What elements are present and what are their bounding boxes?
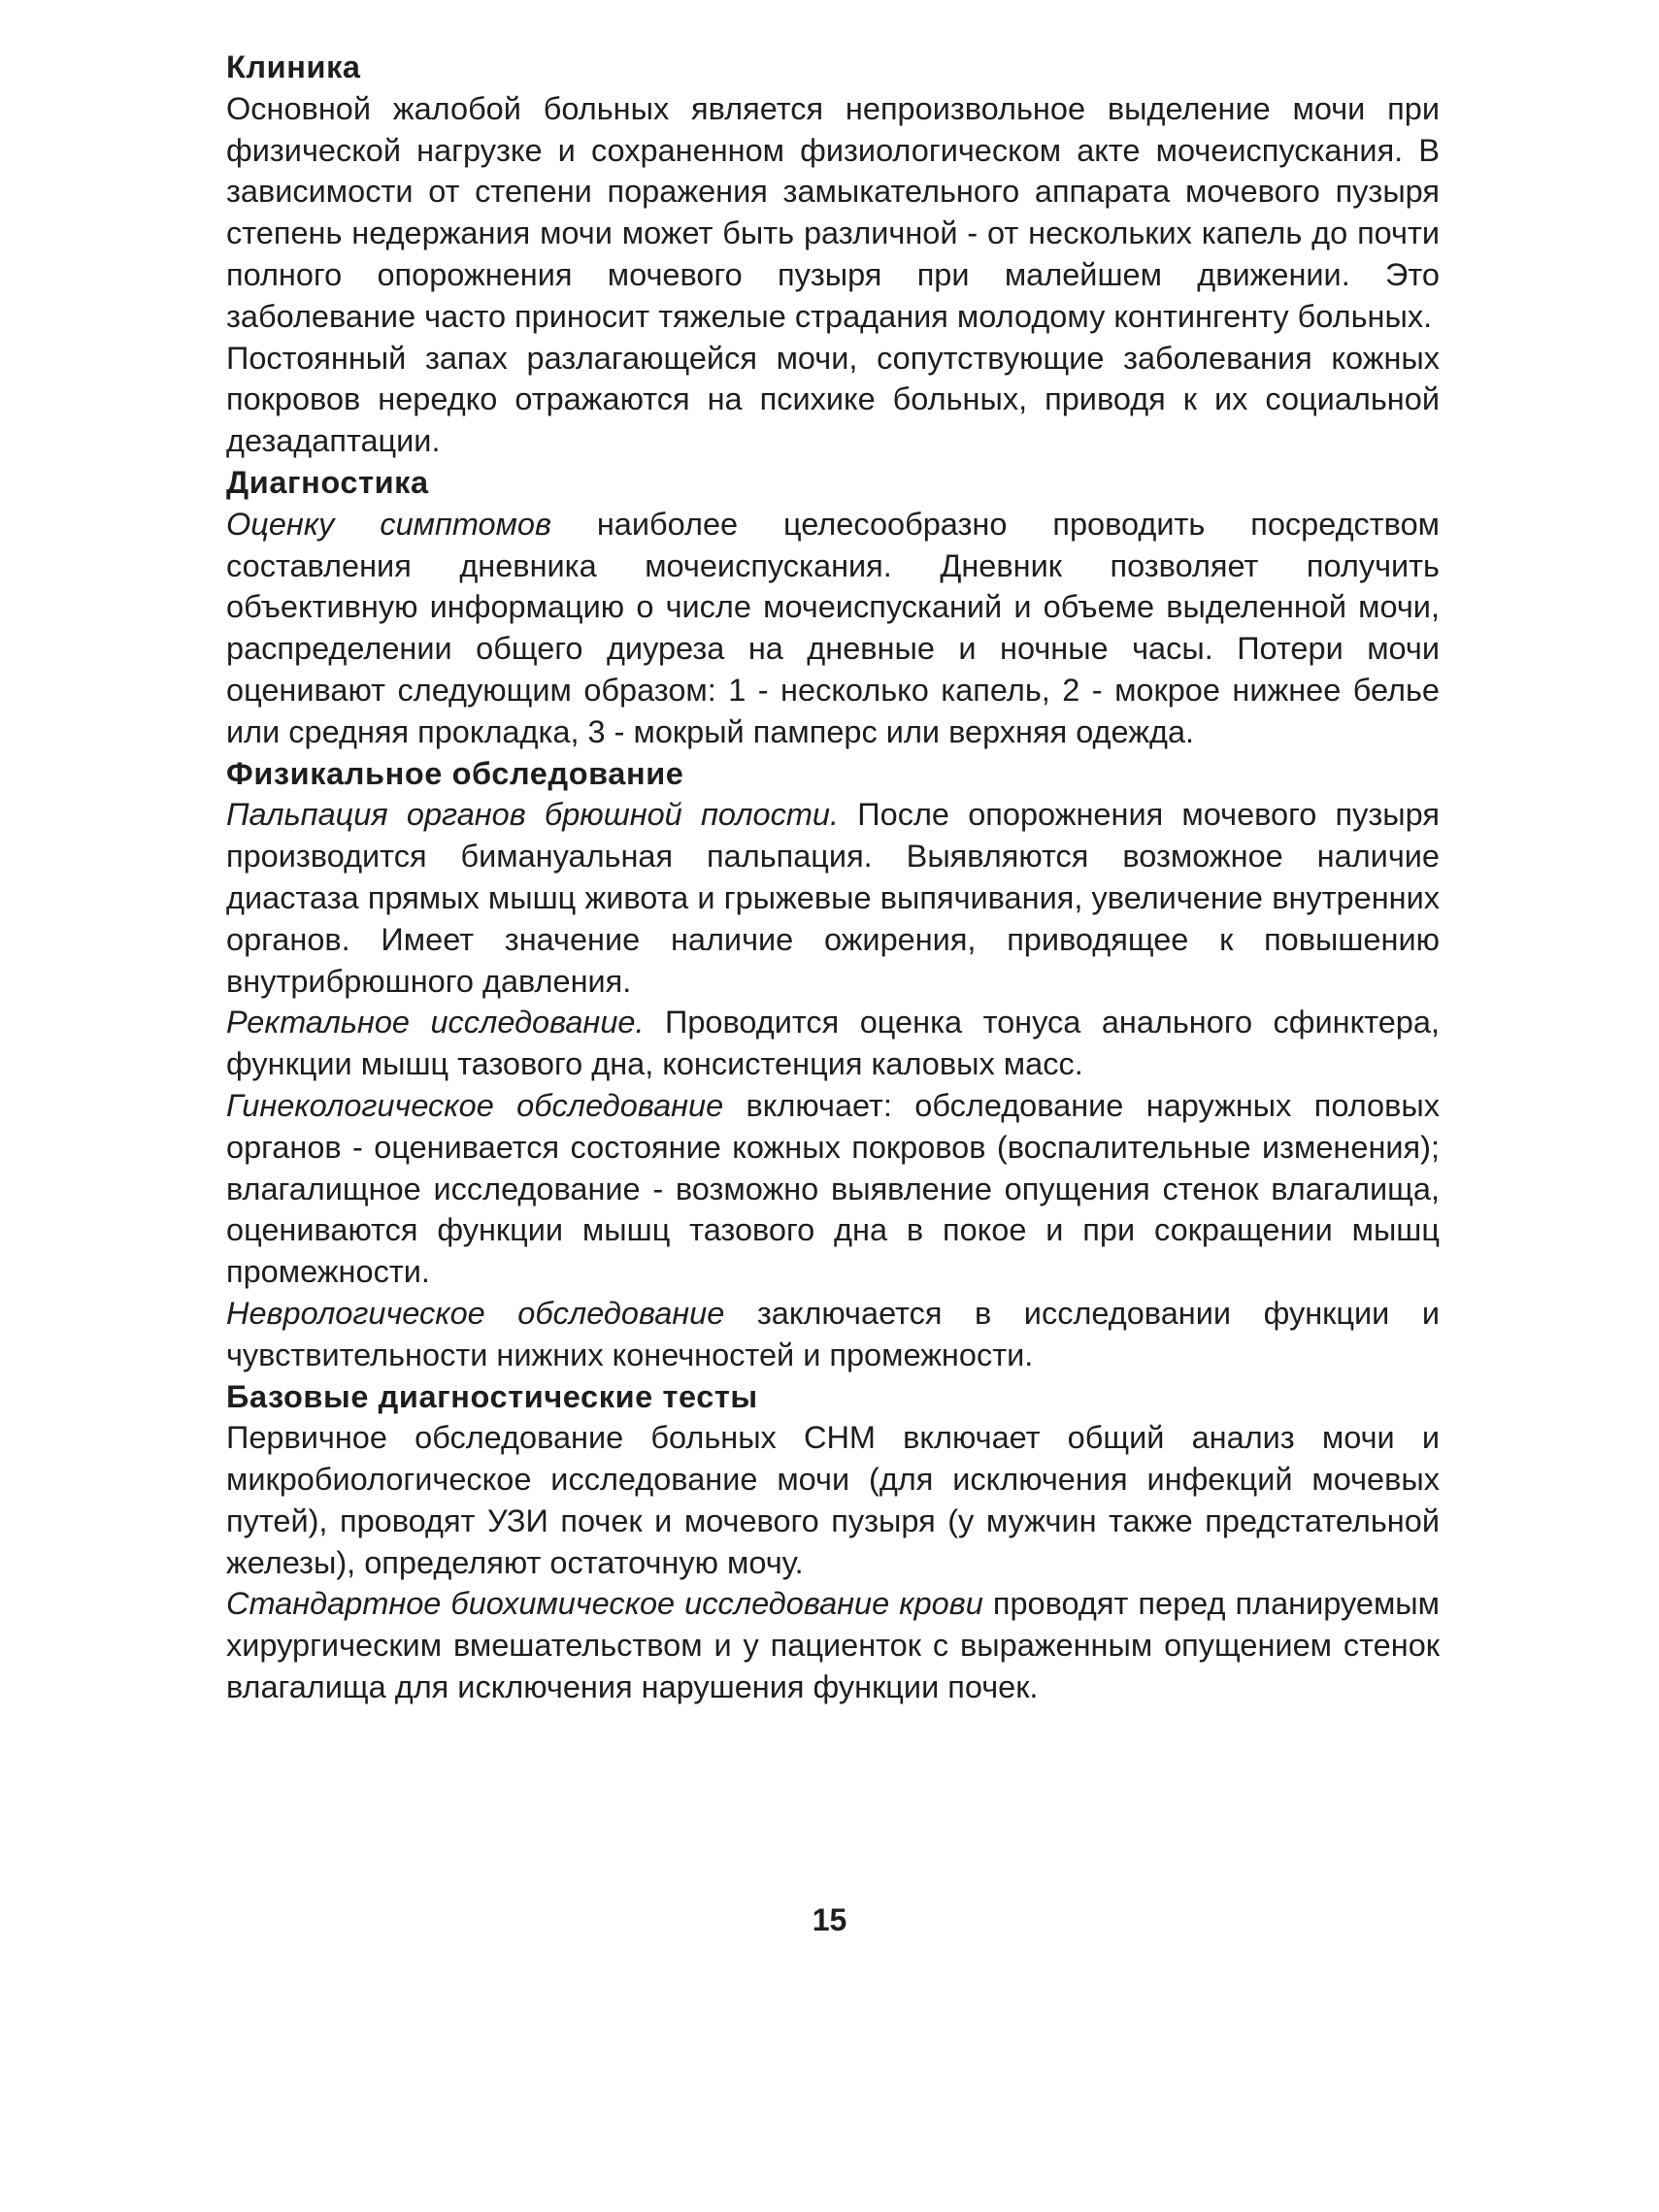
basic-tests-term-biochemistry: Стандартное биохимическое исследование крови — [226, 1586, 983, 1622]
physical-exam-paragraph-4-text: заключается в исследовании функции и чувствительности нижних конечностей и промежности. — [226, 1295, 1440, 1372]
physical-exam-paragraph-4 — [226, 1293, 1440, 1376]
physical-exam-term-palpation: Пальпация органов брюшной полости. — [226, 797, 840, 833]
physical-exam-paragraph-1-text: После опорожнения мочевого пузыря производится бимануальная пальпация. Выявляются возможное наличие диастаза прямых мышц живота и грыжевые выпячивания, увеличение внутренних органов. Имеет значение наличие ожирения, приводящее к повышению внутрибрюшного давления. — [226, 797, 1440, 999]
physical-exam-paragraph-2-text: Проводится оценка тонуса анального сфинктера, функции мышц тазового дна, консистенция каловых масс. — [226, 1005, 1440, 1082]
physical-exam-term-rectal: Ректальное исследование. — [226, 1005, 645, 1040]
page-body — [226, 47, 1440, 1708]
physical-exam-paragraph-3-text: включает: обследование наружных половых органов - оценивается состояние кожных покровов (воспалительные изменения); влагалищное исследование - возможно выявление опущения стенок влагалища, оцениваются функции мышц тазового дна в покое и при сокращении мышц промежности. — [226, 1087, 1440, 1290]
basic-tests-paragraph-2-text: проводят перед планируемым хирургическим вмешательством и у пациенток с выраженным опущением стенок влагалища для исключения нарушения функции почек. — [226, 1586, 1440, 1705]
page-number: 15 — [812, 1902, 847, 1937]
basic-tests-paragraph-2 — [226, 1583, 1440, 1707]
physical-exam-paragraph-3 — [226, 1085, 1440, 1293]
section-heading-clinic: Клиника — [226, 50, 361, 84]
section-heading-physical-exam: Физикальное обследование — [226, 755, 684, 791]
physical-exam-term-gynecological: Гинекологическое обследование — [226, 1087, 724, 1123]
clinic-paragraph-2: Постоянный запах разлагающейся мочи, сопутствующие заболевания кожных покровов нередко отражаются на психике больных, приводя к их социальной дезадаптации. — [226, 340, 1440, 459]
physical-exam-term-neurological: Неврологическое обследование — [226, 1295, 725, 1331]
section-heading-diagnostics: Диагностика — [226, 464, 429, 500]
physical-exam-paragraph-2 — [226, 1002, 1440, 1085]
diagnostics-term-symptoms: Оценку симптомов — [226, 506, 551, 542]
basic-tests-paragraph-1: Первичное обследование больных СНМ включает общий анализ мочи и микробиологическое исследование мочи (для исключения инфекций мочевых путей), проводят УЗИ почек и мочевого пузыря (у мужчин также предстательной железы), определяют остаточную мочу. — [226, 1420, 1440, 1580]
diagnostics-paragraph-1-text: наиболее целесообразно проводить посредством составления дневника мочеиспускания. Дневник позволяет получить объективную информацию о числе мочеиспусканий и объеме выделенной мочи, распределении общего диуреза на дневные и ночные часы. Потери мочи оценивают следующим образом: 1 - несколько капель, 2 - мокрое нижнее белье или средняя прокладка, 3 - мокрый памперс или верхняя одежда. — [226, 506, 1440, 749]
physical-exam-paragraph-1 — [226, 794, 1440, 1002]
diagnostics-paragraph-1 — [226, 504, 1440, 753]
section-heading-basic-tests: Базовые диагностические тесты — [226, 1378, 758, 1414]
clinic-paragraph-1: Основной жалобой больных является непроизвольное выделение мочи при физической нагрузке и сохраненном физиологическом акте мочеиспускания. В зависимости от степени поражения замыкательного аппарата мочевого пузыря степень недержания мочи может быть различной - от нескольких капель до почти полного опорожнения мочевого пузыря при малейшем движении. Это заболевание часто приносит тяжелые страдания молодому контингенту больных. — [226, 90, 1440, 334]
